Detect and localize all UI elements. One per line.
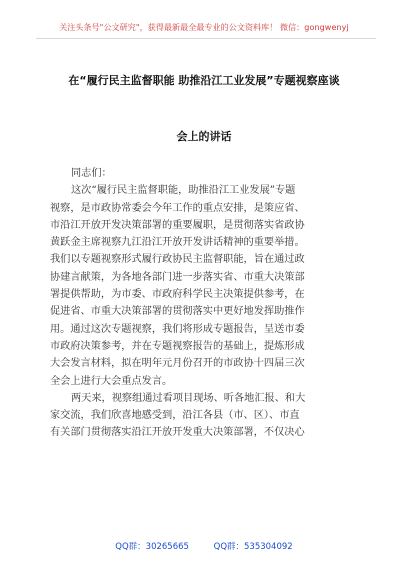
body-line: 署提供帮助，为市委、市政府科学民主决策提供参考，在 [50, 289, 305, 301]
body-line: 协建言献策，为各地各部门进一步落实省、市重大决策部 [50, 271, 305, 283]
body-line: 市沿江开放开发决策部署的重要履职，是贯彻落实省政协 [50, 219, 305, 231]
document-title-line-2: 会上的讲话 [176, 130, 232, 143]
footer-qq-group-2: QQ群：535304092 [213, 542, 293, 552]
body-line: 全会上进行大会重点发言。 [50, 375, 173, 387]
body-line: 大会发言材料，拟在明年元月份召开的市政协十四届三次 [50, 358, 305, 370]
header-divider [36, 38, 376, 39]
body-line: 视察，是市政协常委会今年工作的重点安排，是策应省、 [50, 202, 305, 214]
body-line: 两天来，视察组通过看项目现场、听各地汇报、和大 [71, 392, 306, 404]
header-banner: 关注头条号"公文研究"，获得最新最全最专业的公文资料库！ 微信：gongwenyj [59, 23, 349, 32]
document-body [50, 165, 362, 442]
body-line: 用。通过这次专题视察，我们将形成专题报告，呈送市委 [50, 323, 305, 335]
body-line: 市政府决策参考，并在专题视察报告的基础上，提炼形成 [50, 340, 305, 352]
body-line: 我们以专题视察形式履行政协民主监督职能，旨在通过政 [50, 254, 305, 266]
body-line: 黄跃金主席视察九江沿江开放开发讲话精神的重要举措。 [50, 237, 305, 249]
body-line: 家交流，我们欣喜地感受到，沿江各县（市、区）、市直 [50, 410, 300, 422]
footer-qq-group-1: QQ群：30265665 [115, 542, 189, 552]
body-line: 促进省、市重大决策部署的贯彻落实中更好地发挥助推作 [50, 306, 305, 318]
body-line: 同志们： [71, 168, 112, 179]
footer-contact [0, 540, 408, 552]
body-line: 有关部门贯彻落实沿江开放开发重大决策部署，不仅决心 [50, 427, 305, 439]
body-line: 这次“履行民主监督职能，助推沿江工业发展”专题 [71, 185, 296, 197]
document-title-line-1: 在“履行民主监督职能 助推沿江工业发展”专题视察座谈 [68, 74, 340, 87]
